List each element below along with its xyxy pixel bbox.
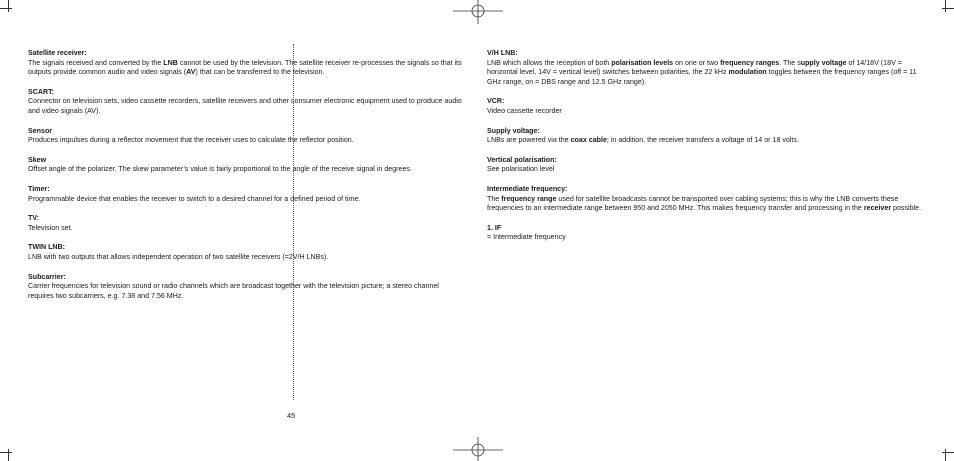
glossary-definition	[28, 224, 464, 234]
glossary-entry	[487, 127, 925, 146]
glossary-term: V/H LNB:	[487, 49, 518, 57]
crop-mark-top-left	[8, 0, 9, 12]
crop-mark-bottom-left-h	[0, 452, 12, 453]
glossary-definition	[487, 233, 925, 243]
crop-mark-bottom-right	[945, 449, 946, 461]
definition-text: Produces impulses during a reflector movement that the receiver uses to calculate the reflector position.	[28, 136, 354, 145]
definition-text: Connector on television sets, video cassette recorders, satellite receivers and other consumer electronic equipment used to produce audio and video signals (AV).	[28, 97, 462, 115]
glossary-definition	[28, 282, 464, 301]
definition-text: ) that can be transferred to the television.	[195, 68, 325, 77]
definition-text: The signals received and converted by the	[28, 58, 164, 67]
glossary-term: Vertical polarisation:	[487, 155, 557, 164]
glossary-entry	[487, 185, 925, 214]
definition-text: used for satellite broadcasts cannot be transported over cabling systems; this is why the LNB converts these frequencies to an intermediate range between 950 and 2050 MHz. This makes frequency transfer and processing in the	[487, 194, 899, 213]
glossary-entry	[28, 273, 464, 302]
right-column	[487, 49, 925, 253]
definition-text: of 14/18V (18V = horizontal level, 14V = vertical level) switches between polarities, the 22 kHz	[487, 58, 902, 77]
glossary-term: Timer:	[28, 184, 50, 193]
glossary-entry	[28, 185, 464, 204]
definition-text: Video cassette recorder	[487, 106, 562, 115]
glossary-definition	[28, 59, 464, 78]
definition-text: The	[487, 194, 502, 203]
registration-mark-top-icon	[453, 0, 503, 24]
emphasized-term: modulation	[728, 68, 767, 77]
definition-text: possible.	[891, 204, 922, 213]
glossary-term: SCART:	[28, 87, 55, 96]
glossary-definition	[487, 107, 925, 117]
glossary-definition	[28, 195, 464, 205]
glossary-definition	[28, 253, 464, 263]
definition-text: . The s	[779, 58, 801, 67]
emphasized-term: LNB	[163, 58, 178, 67]
definition-text: Offset angle of the polarizer. The skew parameter’s value is fairly proportional to the angle of the receive signal in degrees.	[28, 165, 412, 174]
glossary-definition	[487, 136, 925, 146]
glossary-entry	[487, 49, 925, 87]
glossary-term: Supply voltage:	[487, 126, 540, 135]
glossary-definition	[487, 165, 925, 175]
glossary-term: Sensor	[28, 126, 53, 135]
glossary-entry	[487, 97, 925, 116]
emphasized-term: coax cable	[570, 136, 607, 145]
glossary-entry	[487, 224, 925, 243]
glossary-entry	[28, 214, 464, 233]
definition-text: Programmable device that enables the receiver to switch to a desired channel for a defined period of time.	[28, 194, 361, 203]
left-column	[28, 49, 464, 311]
definition-text: LNB which allows the reception of both	[487, 58, 612, 67]
glossary-term: Skew	[28, 155, 47, 164]
glossary-term: Intermediate frequency:	[487, 184, 568, 193]
glossary-entry	[28, 243, 464, 262]
glossary-term: VCR:	[487, 97, 505, 106]
emphasized-term: polarisation levels	[611, 58, 674, 67]
glossary-definition	[487, 59, 925, 88]
glossary-entry	[28, 127, 464, 146]
glossary-entry	[28, 156, 464, 175]
emphasized-term: frequency range	[501, 194, 557, 203]
glossary-definition	[28, 165, 464, 175]
definition-text: Television set.	[28, 223, 73, 232]
page-number: 45	[287, 411, 296, 420]
emphasized-term: receiver	[863, 204, 892, 213]
emphasized-term: upply voltage	[800, 58, 847, 67]
glossary-entry	[28, 49, 464, 78]
glossary-entry	[28, 88, 464, 117]
registration-mark-bottom-icon	[453, 437, 503, 461]
crop-mark-bottom-left	[8, 449, 9, 461]
glossary-definition	[28, 97, 464, 116]
definition-text: toggles between the frequency ranges (off = 11 GHz range, on = DBS range and 12.5 GHz range).	[487, 68, 917, 86]
glossary-term: Satellite receiver:	[28, 49, 87, 57]
definition-text: LNBs are powered via the	[487, 136, 571, 145]
definition-text: Carrier frequencies for television sound or radio channels which are broadcast together with the television picture; a stereo channel requires two subcarriers, e.g. 7.38 and 7.56 MHz.	[28, 282, 439, 300]
crop-mark-top-right	[945, 0, 946, 12]
emphasized-term: frequency ranges	[720, 58, 780, 67]
definition-text: ; in addition, the receiver transfers a voltage of 14 or 18 volts.	[606, 136, 799, 145]
glossary-term: 1. IF	[487, 223, 502, 232]
glossary-term: TV:	[28, 214, 40, 223]
crop-mark-bottom-right-h	[942, 452, 954, 453]
definition-text: = Intermediate frequency	[487, 233, 566, 242]
glossary-definition	[28, 136, 464, 146]
glossary-term: TWIN LNB:	[28, 243, 66, 252]
glossary-term: Subcarrier:	[28, 272, 66, 281]
glossary-entry	[487, 156, 925, 175]
emphasized-term: AV	[186, 68, 196, 77]
definition-text: on one or two	[673, 58, 721, 67]
crop-mark-top-left-h	[0, 8, 12, 9]
crop-mark-top-right-h	[942, 8, 954, 9]
definition-text: cannot be used by the television. The satellite receiver re-processes the signals so that its outputs provide common audio and video signals (	[28, 58, 462, 77]
definition-text: LNB with two outputs that allows independent operation of two satellite receivers (=2V/H LNBs).	[28, 252, 329, 261]
definition-text: See polarisation level	[487, 165, 555, 174]
glossary-definition	[487, 195, 925, 214]
